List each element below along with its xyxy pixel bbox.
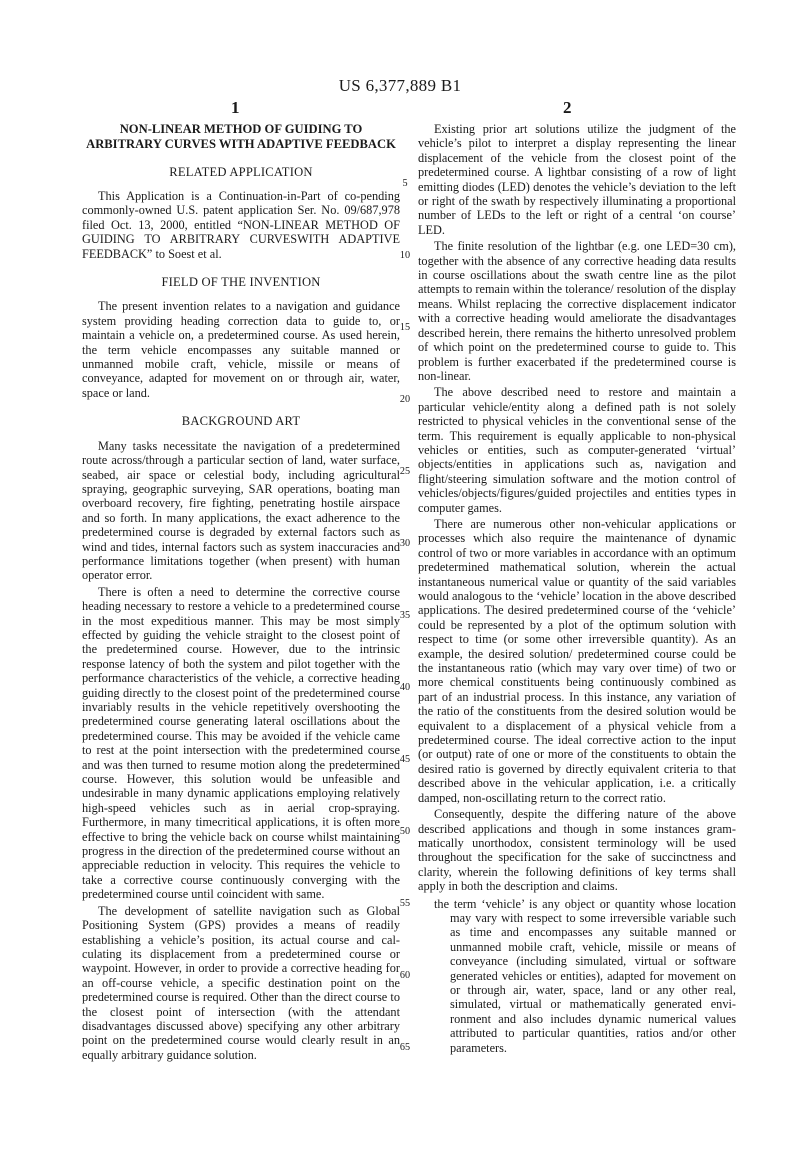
patent-number: US 6,377,889 B1 xyxy=(338,76,462,95)
line-number: 40 xyxy=(399,682,411,693)
line-number: 15 xyxy=(399,322,411,333)
line-number: 35 xyxy=(399,610,411,621)
paragraph-terminology: Consequently, despite the differing nature of the above described applications and though in some instances grammatically unorthodox, consistent terminology will be used throughout the specification for the sake of succinctness and clarity, wherein the following definitions of key terms shall apply in both the description and claims. xyxy=(418,807,736,894)
right-column xyxy=(418,122,736,1057)
line-number: 20 xyxy=(399,394,411,405)
line-number: 45 xyxy=(399,754,411,765)
paragraph-lightbar: The finite resolution of the lightbar (e.g. one LED=30 cm), together with the absence of any corrective heading data results in course oscillations about the swath centre line as the pilot attempts to remain within the tolerance/ resolution of the display means. Whilst replacing the corrective displacement indicator with a corrective heading would ameliorate the disadvantages described herein, there remains the hitherto unresolved problem of which point on the predetermined course to guide to. This problem is further exacerbated if the predetermined course is non-linear. xyxy=(418,239,736,383)
heading-related-application: RELATED APPLICATION xyxy=(169,164,313,179)
line-number: 65 xyxy=(399,1042,411,1053)
paragraph-background-1: Many tasks necessitate the navigation of a predetermined route across/through a particular section of land, water surface, seabed, air space or celestial body, including agricultural spraying, geographic surveying, SAR operations, boating man overboard recovery, fire fighting, penetrating hostile airspace and so forth. In many applications, the exact adherence to the predetermined course is degraded by external factors such as wind and tides, internal factors such as system inaccuracies and performance limitations together (when present) with human operator error. xyxy=(82,438,400,583)
line-number: 10 xyxy=(399,250,411,261)
line-number: 50 xyxy=(399,826,411,837)
invention-title: NON-LINEAR METHOD OF GUIDING TO ARBITRARY CURVES WITH ADAPTIVE FEEDBACK xyxy=(86,122,396,151)
heading-background-art: BACKGROUND ART xyxy=(181,414,301,429)
column-number-left: 1 xyxy=(231,98,240,117)
line-number: 30 xyxy=(399,538,411,549)
paragraph-related-application: This Application is a Continuation-in-Part of co-pending commonly-owned U.S. patent application Ser. No. 09/687,978 filed Oct. 13, 2000, entitled “NON-LINEAR METHOD OF GUIDING TO ARBITRARY CURVESWITH ADAPTIVE FEEDBACK” to Soest et al. xyxy=(82,189,400,261)
line-number: 55 xyxy=(399,898,411,909)
paragraph-non-vehicular: There are numerous other non-vehicular applications or processes which also require the maintenance of dynamic control of two or more variables in accordance with an optimum predetermined mathematical solution, wherein the actual instantaneous numerical value or quantity of the said variables would analogous to the ‘vehicle’ location in the above described applications. The desired predetermined course of the ‘vehicle’ could be represented by a plot of the optimum solution with respect to time (or some other irreversible quantity). As an example, the desired solution/ predetermined course could be the instantaneous ratio (which may vary over time) of two or more chemical constituents being continuously combined as part of an industrial process. In this instance, any variation of the ratio of the constituents from the desired solution would be equivalent to a displacement of a physical vehicle from a predetermined course. The ideal corrective action to the input (or output) rate of one or more of the constituents to obtain the desired ratio is governed by directly equivalent criteria to that described above in the vehicular application, i.e. a critically damped, non-oscillating return to the correct ratio. xyxy=(418,516,736,805)
heading-field-of-invention: FIELD OF THE INVENTION xyxy=(161,275,321,290)
line-number: 5 xyxy=(402,178,408,189)
paragraph-background-2: There is often a need to determine the corrective course heading necessary to restore a vehicle to a predetermined course in the most expeditious manner. This may be most simply effected by guiding the vehicle straight to the closest point of the predetermined course. However, due to the intrinsic response latency of both the system and pilot together with the performance characteristics of the vehicle, a corrective heading guiding directly to the closest point of the predetermined course invariably results in the vehicle repetitively overshooting the predetermined course generating lateral oscillations about the predetermined course. This may be avoided if the vehicle came to rest at the point intersection with the predetermined course and was then turned to resume motion along the predetermined course. However, this solution would be unfeasible and undesirable in many dynamic applications employing relatively high-speed vehicles such as in aerial crop-spraying. Furthermore, in many timecritical applications, it is often more effective to bring the vehicle back on course whilst maintaining progress in the direction of the predetermined course without an appreciable reduction in velocity. This requires the vehicle to take a corrective course continuously converging with the predetermined course until coincident with same. xyxy=(82,584,400,902)
column-number-right: 2 xyxy=(563,98,572,117)
line-number: 25 xyxy=(399,466,411,477)
paragraph-virtual-entities: The above described need to restore and maintain a particular vehicle/entity along a defined path is not solely restricted to physical vehicles in the conventional sense of the term. This requirement is equally applicable to non-physical vehicles or entities, such as computer-generated ‘virtual’ objects/entities in applications such as, navigation and flight/steering simulation software and the motion control of vehicles/objects/figures/guided projectiles and entities types in computer games. xyxy=(418,385,736,515)
paragraph-background-3: The development of satellite navigation such as Global Positioning System (GPS) provides a means of readily establishing a vehicle’s position, its actual course and calculating its displacement from a predetermined course or waypoint. However, in order to provide a corrective heading for an off-course vehicle, a specific destination point on the predetermined course is required. Other than the direct course to the closest point of intersection (with the attendant disadvantages discussed above) specifying any other arbitrary point on the predetermined course would clearly result in an equally arbitrary guidance solution. xyxy=(82,903,400,1062)
line-number: 60 xyxy=(399,970,411,981)
paragraph-prior-art: Existing prior art solutions utilize the judgment of the vehicle’s pilot to interpret a display representing the linear displacement of the vehicle from the closest point of the predetermined course. A lightbar consisting of a row of light emitting diodes (LED) denotes the vehicle’s deviation to the left or right of the swath by respectively illuminating a proportional number of LEDs to the left or right of a central ‘on course’ LED. xyxy=(418,122,736,237)
paragraph-field: The present invention relates to a navigation and guidance system providing heading correction data to guide to, or maintain a vehicle on, a predetermined course. As used herein, the term vehicle encompasses any suitable manned or unmanned mobile craft, vehicle, missile or means of conveyance, adapted for movement on or through air, water, space or land. xyxy=(82,299,400,400)
left-column xyxy=(82,122,400,1064)
definition-vehicle: the term ‘vehicle’ is any object or quantity whose location may vary with respect to some irreversible variable such as time and encompasses any suitable manned or unmanned mobile craft, vehicle, missile or means of conveyance (including simulated, virtual or software generated vehicles or entities), adapted for movement on or through air, water, space, land or any other real, simulated, virtual or mathematically generated environment and also includes dynamic numerical values attributed to particular quantities, ratios and/or other parameters. xyxy=(434,896,736,1055)
